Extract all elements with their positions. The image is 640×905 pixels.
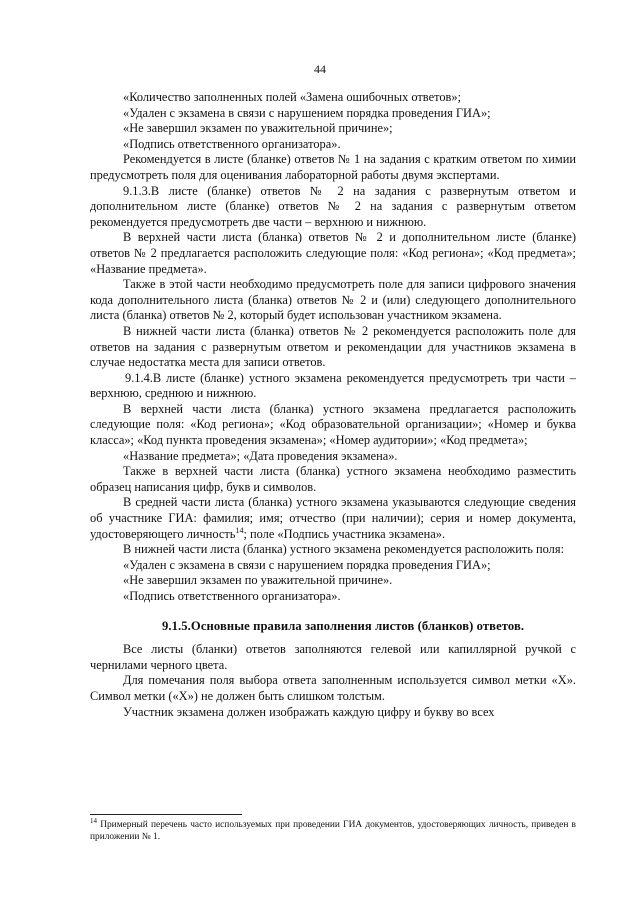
paragraph: В верхней части листа (бланка) устного экзамена предлагается расположить следующие поля: «Код региона»; «Код образовательной организации»; «Номер и буква класса»; «Код пункта проведения экзамена»; «Номер аудитории»; «Код предмета»; [90, 401, 576, 448]
footnote-separator [90, 814, 242, 815]
footnote-text: Примерный перечень часто используемых при проведении ГИА документов, удостоверяющих личность, приведен в приложении № 1. [90, 820, 576, 842]
paragraph: Для помечания поля выбора ответа заполненным используется символ метки «X». Символ метки («X») не должен быть слишком толстым. [90, 673, 576, 703]
paragraph: Также в верхней части листа (бланка) устного экзамена необходимо разместить образец написания цифр, букв и символов. [90, 464, 576, 494]
paragraph: «Удален с экзамена в связи с нарушением порядка проведения ГИА»; [123, 557, 491, 572]
paragraph: В нижней части листа (бланка) ответов № 2 рекомендуется расположить поле для ответов на задания с развернутым ответом и рекомендации для участников экзамена в случае недостатка места для записи ответов. [90, 323, 576, 370]
paragraph: «Подпись ответственного организатора». [123, 136, 341, 151]
paragraph: «Количество заполненных полей «Замена ошибочных ответов»; [123, 90, 462, 104]
paragraph: Также в этой части необходимо предусмотреть поле для записи цифрового значения кода дополнительного листа (бланка) ответов № 2 и (или) следующего дополнительного листа (бланка) ответов № 2, который будет использован участником экзамена. [90, 277, 576, 323]
footnote-number: 14 [90, 816, 97, 825]
paragraph: «Не завершил экзамен по уважительной причине»; [123, 121, 393, 136]
paragraph: Все листы (бланки) ответов заполняются гелевой или капиллярной ручкой с чернилами черного цвета. [90, 642, 576, 672]
paragraph: «Название предмета»; «Дата проведения экзамена». [123, 448, 398, 463]
paragraph-text: ; поле «Подпись участника экзамена». [243, 526, 446, 541]
page-body [90, 90, 576, 720]
paragraph: «Удален с экзамена в связи с нарушением порядка проведения ГИА»; [123, 105, 491, 120]
page-number: 44 [314, 62, 326, 76]
footnote-reference[interactable]: 14 [235, 525, 244, 535]
paragraph-text: В средней части листа (бланка) устного экзамена указываются следующие сведения об участнике ГИА: фамилия; имя; отчество (при наличии); серия и номер документа, удостоверяющего личность [90, 495, 576, 541]
paragraph: «Не завершил экзамен по уважительной причине». [123, 573, 393, 588]
paragraph: Участник экзамена должен изображать каждую цифру и букву во всех [123, 704, 495, 719]
footnote [90, 816, 576, 843]
paragraph [90, 495, 576, 542]
paragraph: 9.1.4.В листе (бланке) устного экзамена рекомендуется предусмотреть три части – верхнюю, среднюю и нижнюю. [90, 370, 576, 401]
paragraph: 9.1.3.В листе (бланке) ответов № 2 на задания с развернутым ответом и дополнительном листе (бланке) ответов № 2 на задания с развернутым ответом рекомендуется предусмотреть две части – верхнюю и нижнюю. [90, 183, 576, 229]
paragraph: В нижней части листа (бланка) устного экзамена рекомендуется расположить поля: [123, 542, 565, 557]
paragraph: Рекомендуется в листе (бланке) ответов № 1 на задания с кратким ответом по химии предусмотреть поля для оценивания лабораторной работы двумя экспертами. [90, 152, 576, 182]
paragraph: «Подпись ответственного организатора». [123, 589, 341, 603]
section-heading: 9.1.5.Основные правила заполнения листов (бланков) ответов. [162, 618, 525, 633]
paragraph: В верхней части листа (бланка) ответов № 2 и дополнительном листе (бланке) ответов № 2 предлагается расположить следующие поля: «Код региона»; «Код предмета»; «Название предмета». [90, 230, 576, 276]
